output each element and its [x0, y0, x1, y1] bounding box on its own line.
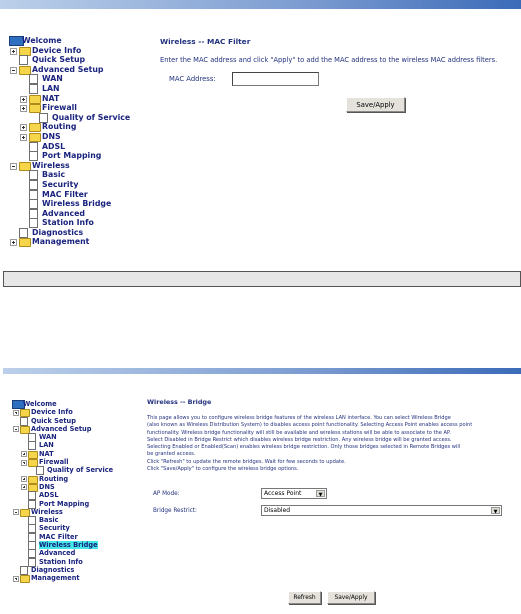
refresh-button[interactable]: Refresh: [288, 591, 321, 604]
description-line: be granted access.: [147, 451, 196, 458]
nav-item-label: Firewall: [39, 458, 69, 467]
nav-item-label: Security: [42, 179, 79, 189]
folder-icon: [20, 575, 30, 583]
nav-item-label: Management: [31, 574, 80, 583]
expand-icon[interactable]: [20, 134, 27, 141]
nav-item-label: NAT: [39, 449, 54, 458]
expand-icon[interactable]: [21, 484, 27, 490]
page-title: Wireless -- MAC Filter: [160, 37, 251, 46]
collapse-icon[interactable]: [10, 163, 17, 170]
nav-item-label: Advanced Setup: [31, 424, 92, 433]
nav-item-label: Routing: [39, 474, 69, 483]
collapse-icon[interactable]: [13, 426, 19, 432]
nav-item-label: Routing: [42, 122, 77, 132]
chevron-down-icon[interactable]: ▼: [316, 490, 325, 497]
nav-item-label: Quality of Service: [47, 466, 114, 475]
mac-address-label: MAC Address:: [169, 75, 216, 83]
expand-icon[interactable]: [10, 48, 17, 55]
page-icon: [29, 218, 38, 228]
expand-icon[interactable]: [21, 460, 27, 466]
nav-item-label: Security: [39, 524, 70, 533]
nav-item-label: Management: [32, 237, 90, 247]
page-icon: [19, 55, 28, 65]
description-line: (also known as Wireless Distribution System) to disables access point functionality. Selecting Access Point enables access point: [147, 422, 473, 429]
bridge-restrict-label: Bridge Restrict:: [153, 508, 197, 514]
nav-item-label: Advanced: [42, 208, 86, 218]
nav-item-label: WAN: [42, 74, 63, 84]
nav-item-label: LAN: [42, 83, 60, 93]
ap-mode-label: AP Mode:: [153, 491, 180, 497]
expand-icon[interactable]: [21, 476, 27, 482]
nav-item-label: Welcome: [23, 400, 57, 408]
nav-item-label: WAN: [39, 433, 57, 442]
folder-icon: [29, 95, 41, 104]
nav-item-label: NAT: [42, 93, 60, 103]
expand-icon[interactable]: [20, 96, 27, 103]
save-apply-button[interactable]: Save/Apply: [346, 97, 405, 112]
nav-item-label: MAC Filter: [42, 189, 88, 199]
ap-mode-select[interactable]: [261, 488, 327, 499]
ap-mode-value: Access Point: [264, 490, 302, 497]
nav-item-label: Advanced Setup: [32, 64, 104, 74]
save-apply-button[interactable]: Save/Apply: [327, 591, 375, 604]
separator-bar: [3, 271, 521, 287]
nav-item-label: Wireless Bridge: [42, 199, 112, 209]
page-icon: [28, 441, 36, 450]
page-title: Wireless -- Bridge: [147, 398, 212, 406]
bridge-restrict-select[interactable]: [261, 505, 502, 516]
nav-item-label: MAC Filter: [39, 532, 78, 541]
header-banner: [3, 368, 521, 374]
bridge-restrict-value: Disabled: [264, 507, 291, 514]
collapse-icon[interactable]: [13, 509, 19, 515]
nav-item-label: DNS: [42, 131, 61, 141]
expand-icon[interactable]: [20, 124, 27, 131]
chevron-down-icon[interactable]: ▼: [491, 507, 500, 514]
page-icon: [29, 74, 38, 84]
nav-item-label: Diagnostics: [32, 227, 84, 237]
nav-item-label: Station Info: [42, 218, 94, 228]
nav-item-label: Basic: [42, 170, 66, 180]
nav-item-label: Quick Setup: [32, 55, 86, 65]
nav-item-label: Basic: [39, 516, 59, 525]
page-icon: [29, 151, 38, 161]
nav-item-label: Welcome: [22, 36, 62, 45]
expand-icon[interactable]: [21, 451, 27, 457]
page-icon: [29, 84, 38, 94]
header-banner: [0, 0, 521, 9]
page-icon: [29, 142, 38, 152]
nav-item-label: DNS: [39, 482, 55, 491]
expand-icon[interactable]: [10, 239, 17, 246]
description-line: This page allows you to configure wireless bridge features of the wireless LAN interface. You can select Wireless Bridge: [147, 415, 451, 421]
page-icon: [29, 209, 38, 219]
nav-item-label: Wireless: [31, 507, 63, 516]
nav-item-label: Advanced: [39, 549, 76, 558]
page-icon: [29, 180, 38, 190]
description-line: Select Disabled in Bridge Restrict which disables wireless bridge restriction. Any wireless bridge will be granted access.: [147, 436, 452, 443]
nav-item-label: Firewall: [42, 103, 77, 113]
collapse-icon[interactable]: [10, 67, 17, 74]
folder-icon: [19, 238, 31, 247]
description-line: functionality. Wireless bridge functionality will still be available and wireless stations will be able to associate to the AP.: [147, 429, 451, 436]
page-icon: [29, 190, 38, 200]
page-icon: [20, 566, 28, 575]
wireless-bridge-screenshot: [3, 368, 521, 614]
nav-item-label: Wireless Bridge: [39, 541, 98, 550]
description-line: Click "Save/Apply" to configure the wireless bridge options.: [147, 466, 299, 473]
nav-item-label: Port Mapping: [42, 151, 102, 161]
mac-filter-screenshot: [0, 0, 521, 262]
nav-item-label: Station Info: [39, 557, 83, 566]
expand-icon[interactable]: [20, 105, 27, 112]
page-icon: [29, 199, 38, 209]
description-line: Click "Refresh" to update the remote bridges. Wait for few seconds to update.: [147, 458, 346, 465]
nav-item-label: Port Mapping: [39, 499, 90, 508]
page-description: Enter the MAC address and click "Apply" to add the MAC address to the wireless MAC address filters.: [160, 56, 498, 64]
folder-icon: [28, 451, 38, 459]
page-icon: [29, 170, 38, 180]
nav-item-label: Quick Setup: [31, 416, 76, 425]
nav-item-label: ADSL: [42, 141, 66, 151]
page-icon: [19, 228, 28, 238]
folder-icon: [28, 476, 38, 484]
mac-address-input[interactable]: [232, 72, 319, 86]
folder-icon: [29, 123, 41, 132]
nav-item-label: Device Info: [31, 408, 73, 417]
nav-item-label: Diagnostics: [31, 565, 75, 574]
expand-icon[interactable]: [13, 576, 19, 582]
nav-item-label: Device Info: [32, 45, 82, 55]
page-icon: [39, 113, 48, 123]
page-icon: [20, 417, 28, 426]
page-description: [147, 415, 517, 473]
nav-item-label: Quality of Service: [52, 112, 131, 122]
expand-icon[interactable]: [13, 410, 19, 416]
nav-item-label: LAN: [39, 441, 54, 450]
description-line: Selecting Enabled or Enabled(Scan) enables wireless bridge restriction. Only those bridges selected in Remote Bridges will: [147, 444, 461, 451]
nav-item-label: ADSL: [39, 491, 59, 500]
nav-item-label: Wireless: [32, 160, 70, 170]
